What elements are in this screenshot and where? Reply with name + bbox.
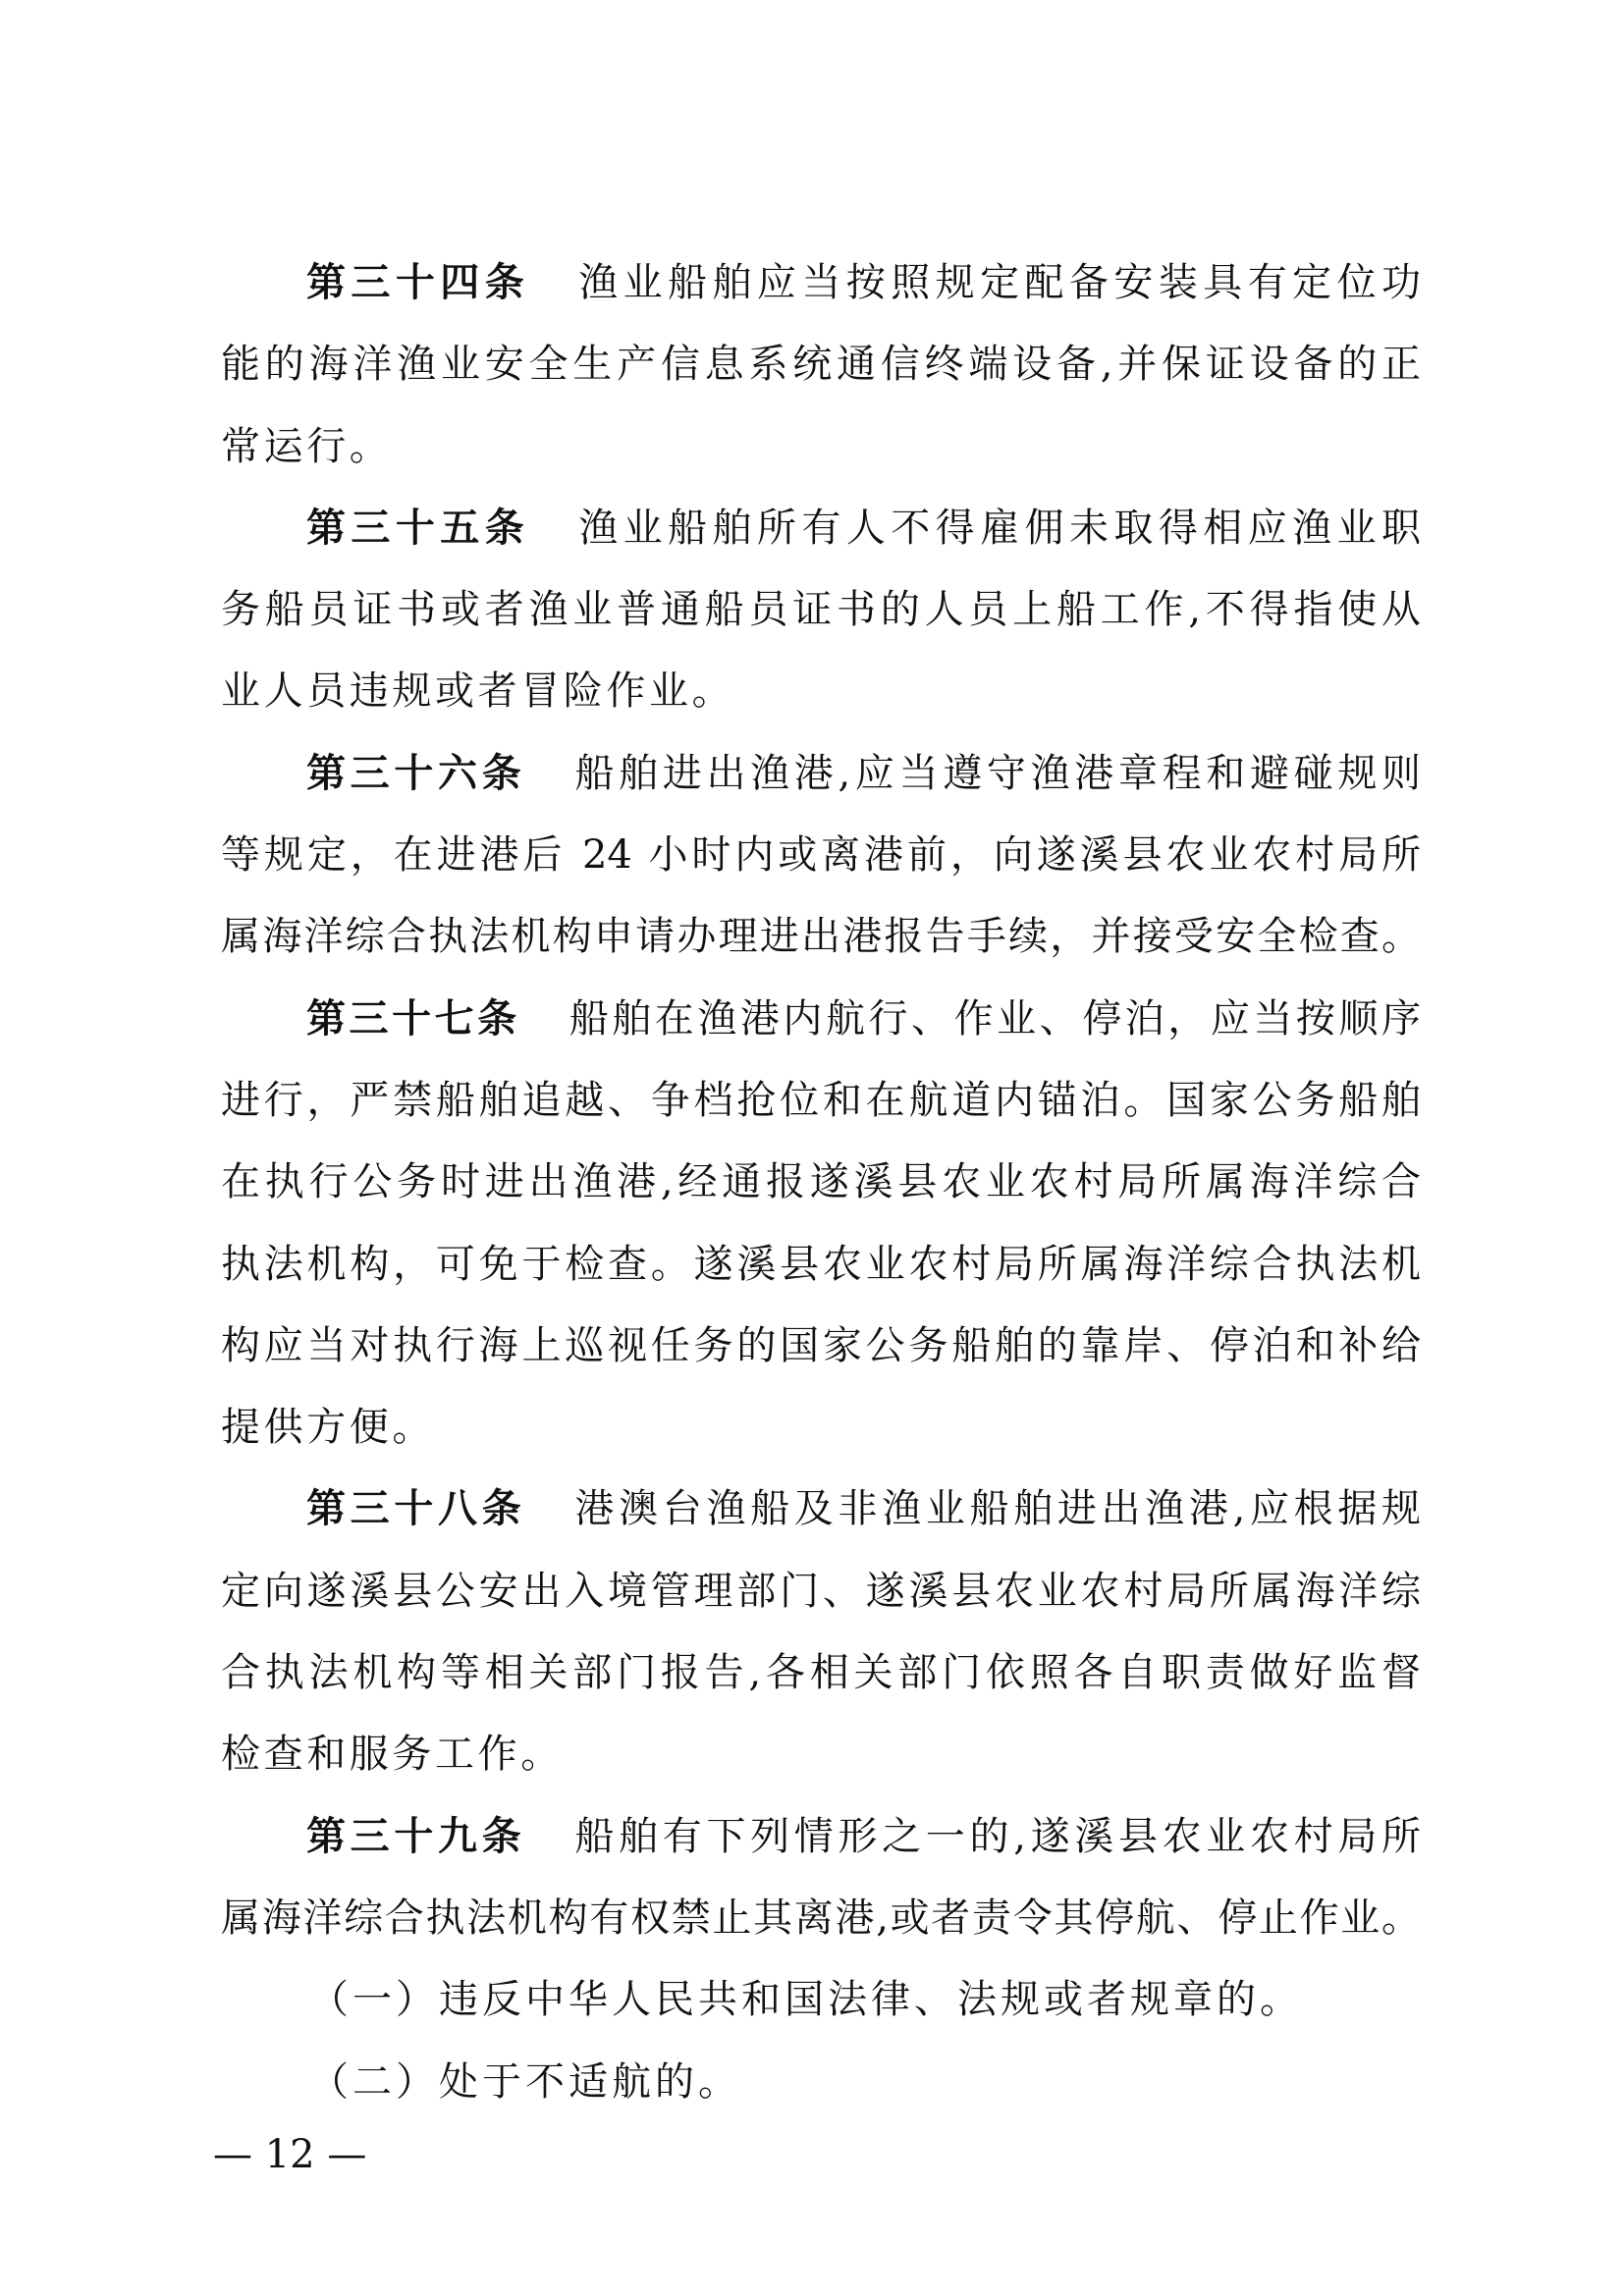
article-38-text-1: 港澳台渔船及非渔业船舶进出渔港,应根据规 (574, 1486, 1422, 1532)
article-34-label: 第三十四条 (306, 260, 530, 305)
article-39-text-1: 船舶有下列情形之一的,遂溪县农业农村局所 (574, 1813, 1422, 1859)
article-34-line-3: 常运行。 (221, 423, 393, 469)
article-37-text-1: 船舶在渔港内航行、作业、停泊，应当按顺序 (568, 995, 1422, 1041)
article-38-line-3: 合执法机构等相关部门报告,各相关部门依照各自职责做好监督 (221, 1650, 1421, 1696)
article-37-line-6: 提供方便。 (221, 1405, 435, 1451)
article-35-line-3: 业人员违规或者冒险作业。 (221, 668, 735, 715)
article-36-line-2: 等规定，在进港后 24 小时内或离港前，向遂溪县农业农村局所 (221, 832, 1421, 879)
article-37-label: 第三十七条 (306, 995, 520, 1041)
page-number: — 12 — (213, 2132, 367, 2177)
article-36-text-1: 船舶进出渔港,应当遵守渔港章程和避碰规则 (574, 750, 1422, 796)
article-38-line-4: 检查和服务工作。 (221, 1732, 564, 1778)
article-39-line-2: 属海洋综合执法机构有权禁止其离港,或者责令其停航、停止作业。 (221, 1895, 1421, 1941)
article-38-line-2: 定向遂溪县公安出入境管理部门、遂溪县农业农村局所属海洋综 (221, 1568, 1421, 1614)
article-35-line-2: 务船员证书或者渔业普通船员证书的人员上船工作,不得指使从 (221, 587, 1421, 633)
article-34-line-2: 能的海洋渔业安全生产信息系统通信终端设备,并保证设备的正 (221, 342, 1421, 388)
article-36-line-3: 属海洋综合执法机构申请办理进出港报告手续，并接受安全检查。 (221, 914, 1421, 960)
article-35-label: 第三十五条 (306, 505, 530, 551)
article-38-label: 第三十八条 (306, 1486, 526, 1532)
article-37-line-4: 执法机构，可免于检查。遂溪县农业农村局所属海洋综合执法机 (221, 1241, 1421, 1287)
article-39-label: 第三十九条 (306, 1813, 526, 1859)
article-34-line-1 (221, 242, 1421, 324)
article-36-line-1 (221, 733, 1421, 815)
article-34-text-1: 渔业船舶应当按照规定配备安装具有定位功 (578, 260, 1422, 305)
document-body (221, 242, 1421, 2123)
article-37-line-5: 构应当对执行海上巡视任务的国家公务船舶的靠岸、停泊和补给 (221, 1322, 1421, 1368)
list-item-2: （二）处于不适航的。 (309, 2058, 741, 2105)
article-38-line-1 (221, 1468, 1421, 1550)
article-35-line-1 (221, 488, 1421, 569)
article-39-line-1 (221, 1796, 1421, 1878)
list-item-1: （一）违反中华人民共和国法律、法规或者规章的。 (309, 1977, 1303, 2023)
article-37-line-2: 进行，严禁船舶追越、争档抢位和在航道内锚泊。国家公务船舶 (221, 1077, 1421, 1123)
article-36-label: 第三十六条 (306, 750, 526, 796)
article-37-line-3: 在执行公务时进出渔港,经通报遂溪县农业农村局所属海洋综合 (221, 1159, 1421, 1205)
article-35-text-1: 渔业船舶所有人不得雇佣未取得相应渔业职 (578, 505, 1422, 551)
article-37-line-1 (221, 979, 1421, 1060)
